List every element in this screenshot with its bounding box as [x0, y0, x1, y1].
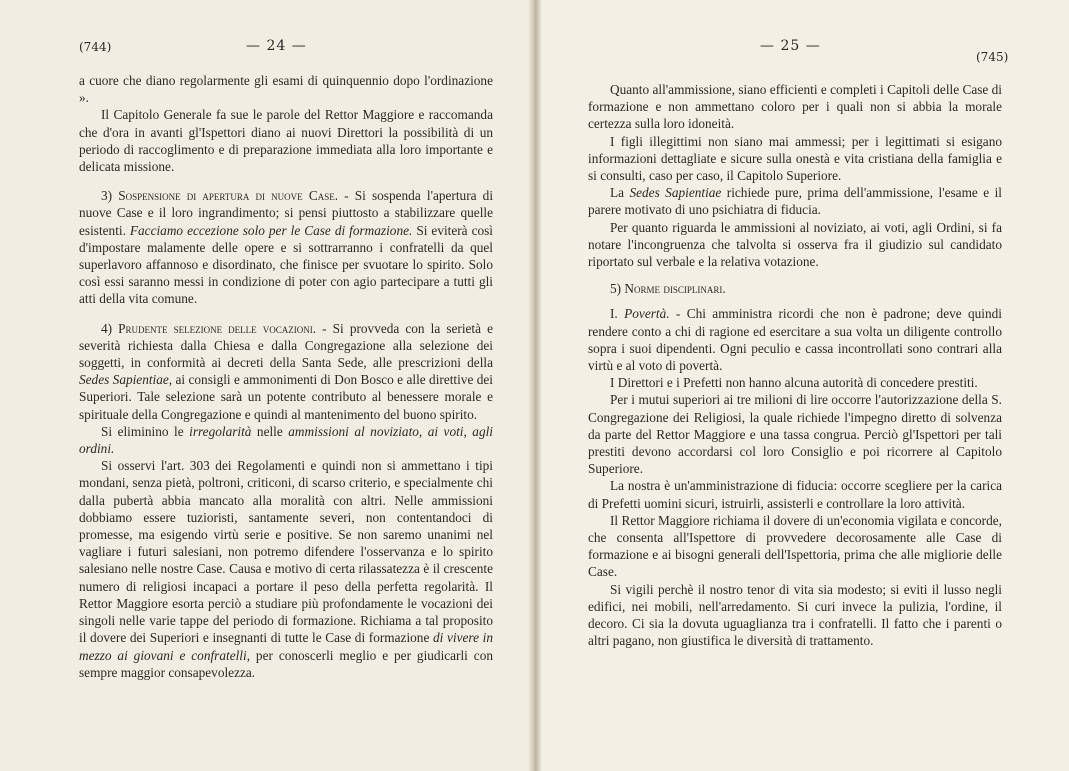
section-3: 3) Sospensione di apertura di nuove Case. - Si sospenda l'apertura di nuove Case e il loro ingrandimento; si pensi piuttosto a stabilizzare quelle esistenti. Facciamo eccezione solo per le Case di formazione. Si eviterà così d'impostare malamente delle opere e si sottrarranno i confratelli da quel superlavoro affannoso e disordinato, che finisce per svuotare lo spirito. Solo così essi saranno messi in condizione di poter con agio partecipare a tutti gli atti della vita comune. [79, 188, 494, 307]
paragraph: Si eliminino le irregolarità nelle ammissioni al noviziato, ai voti, agli ordini. [79, 423, 493, 457]
section-heading: Norme disciplinari. [624, 281, 726, 297]
left-running-head: (744) [79, 40, 112, 54]
section-5: 5) Norme disciplinari. [610, 281, 726, 297]
section-heading: Sospensione di apertura di nuove Case. [118, 188, 339, 204]
paragraph: La Sedes Sapientiae richiede pure, prima dell'ammissione, l'esame e il parere motivato di uno psichiatra di fiducia. [588, 185, 1002, 218]
paragraph: Il Capitolo Generale fa sue le parole del Rettor Maggiore e raccomanda che d'ora in avanti gl'Ispettori diano ai nuovi Direttori la possibilità di un periodo di raccoglimento e di preparazione immediata alla loro importante e delicata missione. [79, 107, 493, 175]
right-page-number: — 25 — [760, 38, 821, 54]
right-body-text [588, 81, 1002, 650]
left-body-text [79, 72, 493, 681]
paragraph: Si vigili perchè il nostro tenor di vita sia modesto; si eviti il lusso negli edifici, nei mobili, nell'arredamento. Si curi invece la pulizia, l'ordine, il decoro. Ci sia la dovuta uguaglianza tra i confratelli. Il fatto che i parenti o altri pagano, non giustifica le diversità di trattamento. [588, 581, 1002, 649]
paragraph: La nostra è un'amministrazione di fiducia: occorre scegliere per la carica di Prefetti uomini sicuri, istruirli, assisterli e controllare la loro attività. [588, 478, 1002, 511]
section-4: 4) Prudente selezione delle vocazioni. - Si provveda con la serietà e severità richiesta dalla Chiesa e dalla Congregazione alla selezione dei soggetti, in conformità ai decreti della Santa Sede, alle prescrizioni della Sedes Sapientiae, ai consigli e ammonimenti di Don Bosco e alle direttive dei Superiori. Tale selezione sarà un potente contributo al benessere morale e spirituale della Congregazione e quindi al mantenimento del buono spirito. [79, 320, 493, 422]
paragraph: Per quanto riguarda le ammissioni al noviziato, ai voti, agli Ordini, si fa notare l'incongruenza che talvolta si osserva fra il giudizio sul candidato riportato sul verbale e la relativa votazione. [588, 219, 1002, 270]
paragraph: Il Rettor Maggiore richiama il dovere di un'economia vigilata e concorde, che consenta all'Ispettore di provvedere decorosamente alle Case di formazione e ai bisogni generali dell'Ispettoria, prima che alle migliorie delle Case. [588, 512, 1002, 580]
paragraph: a cuore che diano regolarmente gli esami di quinquennio dopo l'ordinazione ». [79, 73, 493, 106]
paragraph: I figli illegittimi non siano mai ammessi; per i legittimati si esigano informazioni dettagliate e sicure sulla onestà e vita cristiana della famiglia e si consulti, caso per caso, il Capitolo Superiore. [588, 133, 1002, 184]
paragraph: I Direttori e i Prefetti non hanno alcuna autorità di concedere prestiti. [610, 375, 978, 391]
left-page [0, 0, 534, 771]
paragraph: I. Povertà. - Chi amministra ricordi che non è padrone; deve quindi rendere conto a chi di ragione ed esercitare a sua volta un diligente controllo sopra i suoi dipendenti. Ogni peculio e cassa incontrollati sono contrari alla virtù e al voto di povertà. [588, 306, 1002, 374]
paragraph: Si osservi l'art. 303 dei Regolamenti e quindi non si ammettano i tipi mondani, senza pietà, poltroni, criticoni, di scarso criterio, e specialmente chi dalla pubertà abbia mancato alla moralità con altri. Nelle ammissioni dobbiamo essere tuzioristi, santamente severi, non contentandoci di promesse, ma esigendo virtù serie e positive. Se non saremo unanimi nel vagliare i futuri salesiani, non potremo difendere l'osservanza e lo spirito salesiano nelle nostre Case. Causa e motivo di certa rilassatezza è il crescente numero di religiosi incapaci a portare il peso della perfetta regolarità. Il Rettor Maggiore esorta perciò a studiare più profondamente le vocazioni dei singoli nelle varie tappe del periodo di formazione. Richiama a tal proposito il dovere dei Superiori e insegnanti di tutte le Case di formazione di vivere in mezzo ai giovani e confratelli, per conoscerli meglio e per giudicarli con sempre maggior consapevolezza. [79, 458, 493, 680]
right-running-head: (745) [976, 50, 1009, 64]
paragraph: Per i mutui superiori ai tre milioni di lire occorre l'autorizzazione della S. Congregazione dei Religiosi, la quale richiede l'impegno diretto di solvenza da parte del Rettor Maggiore e una tassa congrua. Perciò gl'Ispettori per tali prestiti devono accordarsi col loro Consiglio e poi ricorrere al Capitolo Superiore. [588, 392, 1002, 477]
book-gutter [528, 0, 542, 771]
paragraph: Quanto all'ammissione, siano efficienti e completi i Capitoli delle Case di formazione e non ammettano coloro per i quali non si abbia la morale certezza sulla loro idoneità. [588, 82, 1002, 132]
left-page-number: — 24 — [246, 38, 307, 54]
section-heading: Prudente selezione delle vocazioni. [118, 320, 317, 336]
